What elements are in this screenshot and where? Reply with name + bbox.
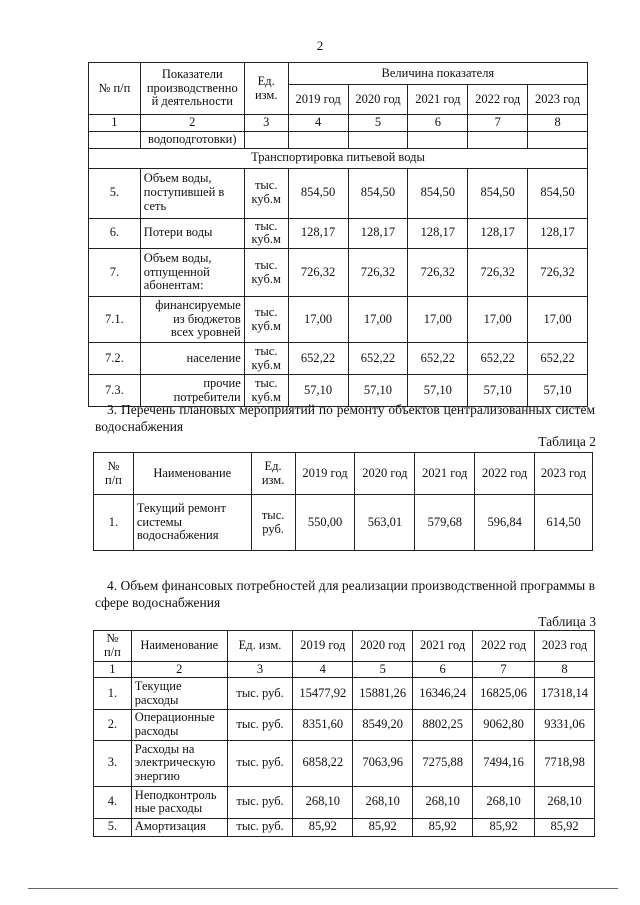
row-value: 854,50 [468,168,528,218]
page-number: 2 [316,38,324,53]
header-year: 2021 год [408,85,468,115]
row-value: 17,00 [288,297,348,343]
row-value: 128,17 [528,218,588,249]
table-row [89,131,588,148]
row-num: 5. [94,818,132,836]
row-value: 9331,06 [535,710,595,741]
row-value: 17,00 [348,297,408,343]
header-num: № п/п [94,453,134,495]
row-num: 3. [94,740,132,786]
row-value: 57,10 [408,375,468,407]
row-name: Операционные расходы [131,710,227,741]
column-number: 6 [413,661,473,678]
row-num: 7. [89,249,141,297]
header-year: 2021 год [415,453,475,495]
row-num: 1. [94,495,134,551]
table-row [94,740,595,786]
header-name: Наименование [133,453,251,495]
row-unit: тыс. руб. [227,678,293,710]
row-value: 128,17 [288,218,348,249]
row-value: 652,22 [528,343,588,375]
header-year: 2020 год [348,85,408,115]
header-year: 2021 год [413,631,473,662]
row-value: 57,10 [468,375,528,407]
header-year: 2019 год [288,85,348,115]
column-number: 2 [140,115,244,132]
row-num: 6. [89,218,141,249]
row-value: 8351,60 [293,710,353,741]
column-number: 3 [244,115,288,132]
column-number: 1 [94,661,132,678]
header-name: Наименование [131,631,227,662]
row-value: 854,50 [348,168,408,218]
column-number-row [94,661,595,678]
row-value: 17,00 [408,297,468,343]
row-value: 17,00 [528,297,588,343]
table-row [89,168,588,218]
row-value: 16825,06 [473,678,535,710]
column-number: 6 [408,115,468,132]
header-year: 2019 год [293,631,353,662]
row-num: 7.1. [89,297,141,343]
table-2-caption: Таблица 2 [538,434,596,449]
header-year: 2019 год [295,453,355,495]
row-unit: тыс. руб. [227,786,293,818]
row-value: 57,10 [348,375,408,407]
row-value: 85,92 [413,818,473,836]
row-value: 128,17 [468,218,528,249]
row-name: Текущий ремонт системы водоснабжения [133,495,251,551]
header-value-group: Величина показателя [288,63,587,85]
column-number: 1 [89,115,141,132]
row-num: 7.3. [89,375,141,407]
table-row [94,495,593,551]
financial-needs-table [93,630,595,837]
column-number: 5 [348,115,408,132]
row-value: 854,50 [528,168,588,218]
row-name: финансируемые из бюджетов всех уровней [140,297,244,343]
row-value: 7718,98 [535,740,595,786]
row-name: Потери воды [140,218,244,249]
header-year: 2020 год [355,453,415,495]
column-number-row [89,115,588,132]
section-heading: Транспортировка питьевой воды [89,148,588,168]
column-number: 4 [293,661,353,678]
production-indicators-table [88,62,588,407]
row-name: Объем воды, отпущенной абонентам: [140,249,244,297]
column-number: 3 [227,661,293,678]
row-unit: тыс. куб.м [244,297,288,343]
row-value: 7494,16 [473,740,535,786]
row-unit: тыс. руб. [251,495,295,551]
row-value: 9062,80 [473,710,535,741]
header-unit: Ед. изм. [251,453,295,495]
row-num: 2. [94,710,132,741]
header-indicator: Показатели производственно й деятельности [140,63,244,115]
table-row [89,218,588,249]
row-value: 128,17 [408,218,468,249]
row-num: 7.2. [89,343,141,375]
row-value: 550,00 [295,495,355,551]
row-name: Неподконтроль ные расходы [131,786,227,818]
row-unit: тыс. куб.м [244,343,288,375]
row-value: 726,32 [528,249,588,297]
row-value: 726,32 [348,249,408,297]
row-value: 85,92 [473,818,535,836]
row-value: 57,10 [288,375,348,407]
header-year: 2023 год [528,85,588,115]
row-unit: тыс. руб. [227,710,293,741]
row-unit: тыс. руб. [227,818,293,836]
row-value: 57,10 [528,375,588,407]
header-unit: Ед. изм. [227,631,293,662]
header-unit: Ед. изм. [244,63,288,115]
row-value: 128,17 [348,218,408,249]
row-value: 17318,14 [535,678,595,710]
row-unit: тыс. куб.м [244,249,288,297]
row-value: 15881,26 [353,678,413,710]
row-unit: тыс. куб.м [244,168,288,218]
row-value: 7275,88 [413,740,473,786]
row-value: 579,68 [415,495,475,551]
repair-measures-table [93,452,593,551]
row-value: 726,32 [408,249,468,297]
row-value: 652,22 [468,343,528,375]
row-name: Амортизация [131,818,227,836]
table-row [89,249,588,297]
section-3-text: 3. Перечень плановых мероприятий по ремонту объектов централизованных систем водоснабжения [95,402,595,434]
row-num: 5. [89,168,141,218]
table-row [94,678,595,710]
row-value: 85,92 [353,818,413,836]
row-name: Расходы на электрическую энергию [131,740,227,786]
row-value: 268,10 [293,786,353,818]
header-num: № п/п [89,63,141,115]
row-value: 17,00 [468,297,528,343]
row-name: прочие потребители [140,375,244,407]
continuation-text: водоподготовки) [140,131,244,148]
header-year: 2023 год [535,453,593,495]
row-value: 854,50 [288,168,348,218]
column-number: 4 [288,115,348,132]
header-year: 2022 год [473,631,535,662]
table-row [94,710,595,741]
row-value: 726,32 [468,249,528,297]
row-value: 15477,92 [293,678,353,710]
row-value: 268,10 [473,786,535,818]
row-value: 652,22 [408,343,468,375]
row-name: Текущие расходы [131,678,227,710]
header-year: 2023 год [535,631,595,662]
section-4-text: 4. Объем финансовых потребностей для реализации производственной программы в сфере водоснабжения [95,578,595,610]
column-number: 8 [528,115,588,132]
row-value: 268,10 [535,786,595,818]
column-number: 5 [353,661,413,678]
row-name: население [140,343,244,375]
row-value: 596,84 [475,495,535,551]
row-value: 85,92 [293,818,353,836]
row-value: 563,01 [355,495,415,551]
row-value: 854,50 [408,168,468,218]
row-unit: тыс. куб.м [244,375,288,407]
row-value: 652,22 [288,343,348,375]
row-value: 8549,20 [353,710,413,741]
row-value: 6858,22 [293,740,353,786]
row-value: 85,92 [535,818,595,836]
column-number: 7 [473,661,535,678]
row-value: 7063,96 [353,740,413,786]
column-number: 7 [468,115,528,132]
footer-divider [28,888,618,889]
row-value: 16346,24 [413,678,473,710]
header-year: 2020 год [353,631,413,662]
row-unit: тыс. куб.м [244,218,288,249]
row-value: 726,32 [288,249,348,297]
row-value: 268,10 [353,786,413,818]
column-number: 2 [131,661,227,678]
row-name: Объем воды, поступившей в сеть [140,168,244,218]
header-year: 2022 год [468,85,528,115]
row-num: 1. [94,678,132,710]
table-row [94,818,595,836]
row-unit: тыс. руб. [227,740,293,786]
table-row [89,297,588,343]
row-value: 8802,25 [413,710,473,741]
row-value: 268,10 [413,786,473,818]
row-value: 652,22 [348,343,408,375]
header-year: 2022 год [475,453,535,495]
table-row [89,343,588,375]
table-row [94,786,595,818]
row-num: 4. [94,786,132,818]
column-number: 8 [535,661,595,678]
header-num: № п/п [94,631,132,662]
table-3-caption: Таблица 3 [538,614,596,629]
row-value: 614,50 [535,495,593,551]
